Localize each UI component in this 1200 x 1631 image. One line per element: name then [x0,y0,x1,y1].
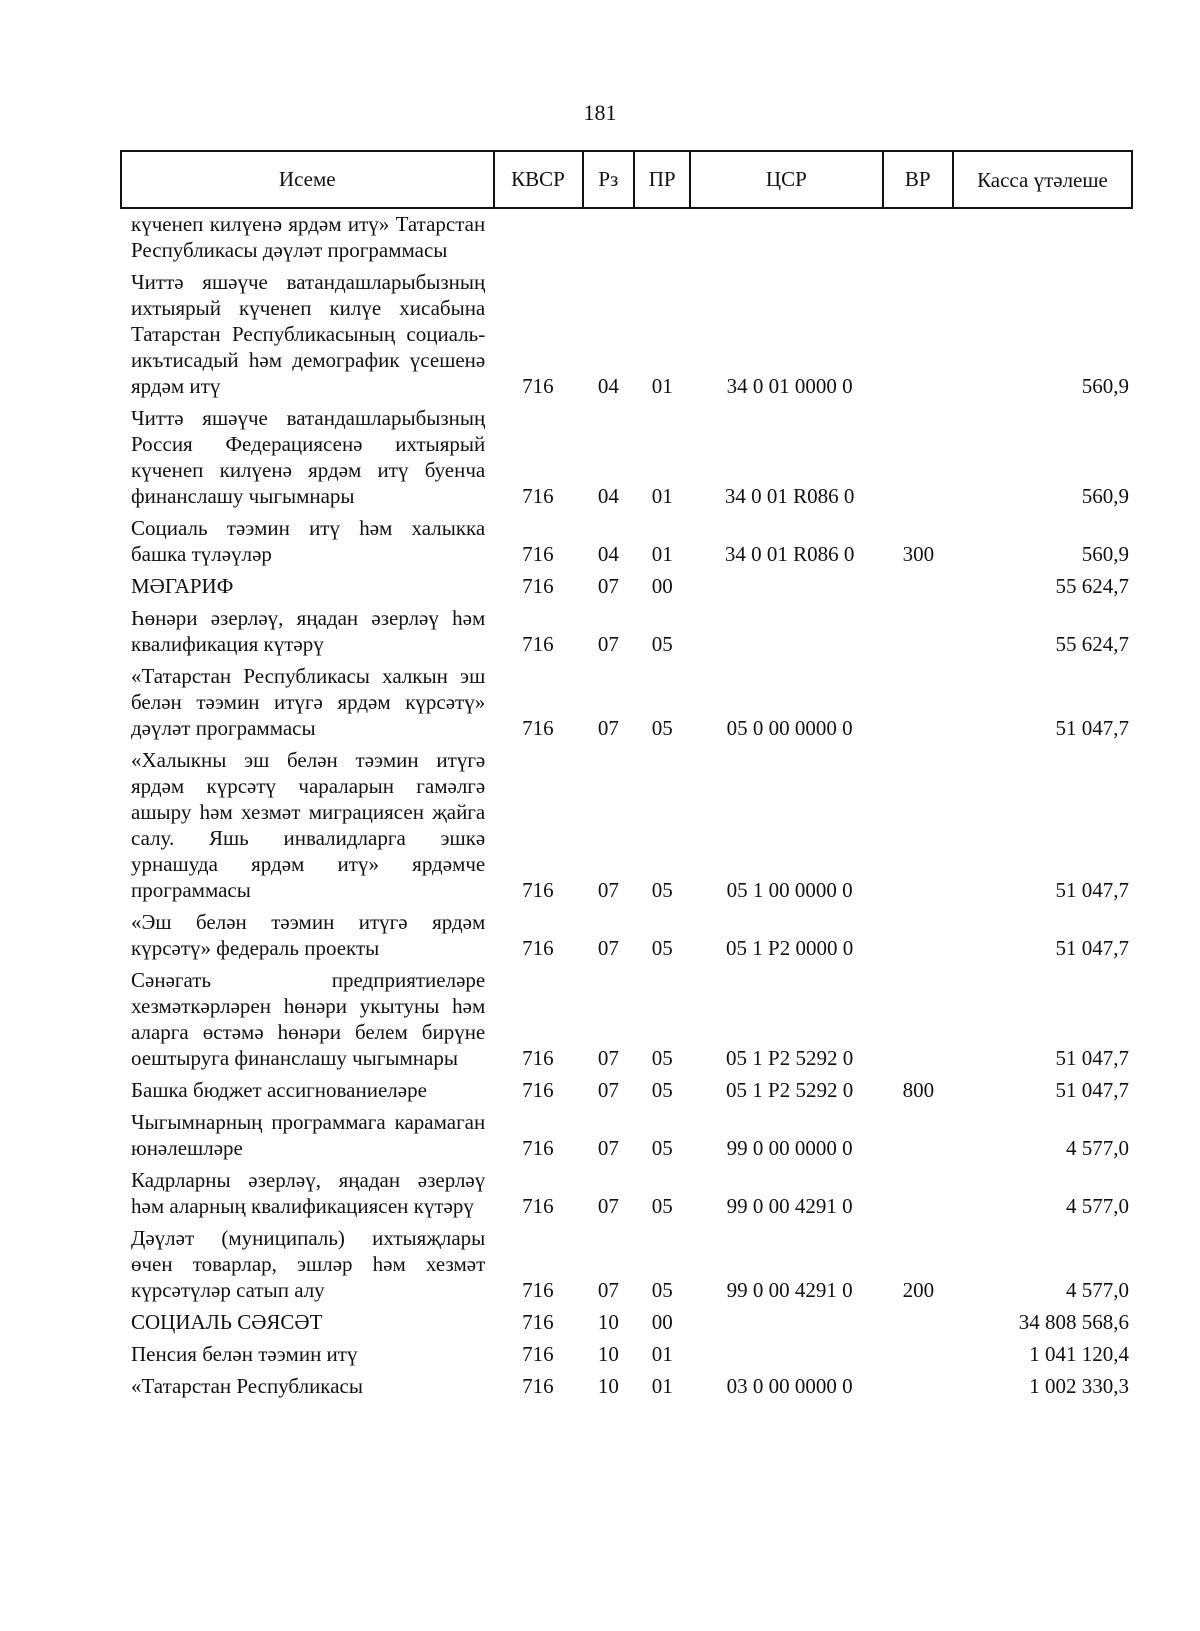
row-rz: 10 [597,1374,619,1398]
table-row [120,1106,1133,1164]
row-kvsr: 716 [522,574,554,598]
row-vr [883,570,954,602]
header-sum: Касса үтәлеше [953,151,1132,208]
row-kvsr: 716 [522,716,554,740]
header-vr: ВР [883,151,953,208]
row-sum: 4 577,0 [1066,1194,1129,1218]
table-row [120,1074,1133,1106]
row-vr [883,602,954,660]
row-csr: 99 0 00 0000 0 [726,1136,853,1160]
header-name: Исеме [121,151,494,208]
row-kvsr [493,208,582,266]
table-row [120,1370,1133,1402]
row-rz [582,208,634,266]
row-csr: 05 0 00 0000 0 [726,716,853,740]
row-pr: 01 [651,484,673,508]
row-sum: 51 047,7 [1055,878,1129,902]
row-kvsr: 716 [522,1374,554,1398]
row-sum: 51 047,7 [1055,936,1129,960]
table-row [120,402,1133,512]
row-csr [690,208,883,266]
table-row [120,1222,1133,1306]
row-rz: 04 [597,374,619,398]
table-row [120,602,1133,660]
row-pr: 00 [651,574,673,598]
row-name: Читтә яшәүче ватандашларыбызның ихтыярый күченеп килүе хисабына Татарстан Республикасының социаль-икътисадый һәм демографик үсешенә ярдәм итү [131,270,486,398]
row-rz: 04 [597,484,619,508]
row-name: «Татарстан Республикасы халкын эш белән тәэмин итүгә ярдәм күрсәтү» дәүләт программасы [131,664,486,740]
table-row [120,1306,1133,1338]
row-name: Социаль тәэмин итү һәм халыкка башка түләүләр [131,516,486,566]
row-kvsr: 716 [522,542,554,566]
row-name: Башка бюджет ассигнованиеләре [131,1078,427,1102]
row-pr: 00 [651,1310,673,1334]
row-pr: 05 [651,1078,673,1102]
row-csr: 34 0 01 0000 0 [726,374,853,398]
row-pr: 05 [651,1136,673,1160]
row-sum: 560,9 [1081,374,1129,398]
budget-table [120,208,1133,1402]
row-csr: 34 0 01 R086 0 [724,484,855,508]
row-name: күченеп килүенә ярдәм итү» Татарстан Республикасы дәүләт программасы [131,212,486,262]
row-rz: 07 [597,716,619,740]
row-name: СОЦИАЛЬ СӘЯСӘТ [131,1310,323,1334]
row-rz: 07 [597,1278,619,1302]
header-kvsr: КВСР [494,151,583,208]
row-kvsr: 716 [522,936,554,960]
table-row [120,1164,1133,1222]
row-kvsr: 716 [522,374,554,398]
row-kvsr: 716 [522,1310,554,1334]
row-pr: 01 [651,1374,673,1398]
row-vr: 200 [902,1278,935,1302]
row-name: Һөнәри әзерләү, яңадан әзерләү һәм квалификация күтәрү [131,606,486,656]
header-csr: ЦСР [690,151,882,208]
row-name: Читтә яшәүче ватандашларыбызның Россия Федерациясенә ихтыярый күченеп килүенә ярдәм итү буенча финанслашу чыгымнары [131,406,486,508]
row-name: Чыгымнарның программага карамаган юнәлешләре [131,1110,486,1160]
row-csr [690,602,883,660]
row-csr [690,1338,883,1370]
row-pr: 01 [651,374,673,398]
row-name: Кадрларны әзерләү, яңадан әзерләү һәм аларның квалификациясен күтәрү [131,1168,486,1218]
row-rz: 07 [597,878,619,902]
table-row [120,266,1133,402]
row-csr: 99 0 00 4291 0 [726,1278,853,1302]
table-row [120,744,1133,906]
row-vr [883,1106,954,1164]
row-sum: 560,9 [1081,542,1129,566]
row-pr: 05 [651,1046,673,1070]
row-sum: 560,9 [1081,484,1129,508]
row-vr [883,906,954,964]
row-kvsr: 716 [522,1078,554,1102]
row-kvsr: 716 [522,1046,554,1070]
row-name: Дәүләт (муниципаль) ихтыяҗлары өчен товарлар, эшләр һәм хезмәт күрсәтүләр сатып алу [131,1226,486,1302]
row-csr: 34 0 01 R086 0 [724,542,855,566]
row-vr [883,1164,954,1222]
table-row [120,570,1133,602]
row-csr: 05 1 P2 5292 0 [726,1078,854,1102]
row-vr: 300 [902,542,935,566]
row-pr: 05 [651,1278,673,1302]
row-sum: 51 047,7 [1055,1078,1129,1102]
row-rz: 07 [597,1136,619,1160]
row-kvsr: 716 [522,1194,554,1218]
row-name: «Эш белән тәэмин итүгә ярдәм күрсәтү» федераль проекты [131,910,486,960]
table-row [120,1338,1133,1370]
table-row [120,208,1133,266]
row-vr [883,1338,954,1370]
row-vr [883,744,954,906]
row-sum: 1 002 330,3 [1029,1374,1129,1398]
row-rz: 07 [597,936,619,960]
row-pr: 05 [651,878,673,902]
row-csr [690,1306,883,1338]
row-kvsr: 716 [522,1136,554,1160]
row-csr: 03 0 00 0000 0 [726,1374,853,1398]
header-pr: ПР [634,151,690,208]
row-rz: 04 [597,542,619,566]
row-vr [883,660,954,744]
row-rz: 07 [597,574,619,598]
row-rz: 10 [597,1342,619,1366]
row-vr [883,1306,954,1338]
row-csr [690,570,883,602]
row-sum: 4 577,0 [1066,1136,1129,1160]
header-rz: Рз [583,151,635,208]
row-vr [883,964,954,1074]
row-kvsr: 716 [522,484,554,508]
row-rz: 07 [597,1078,619,1102]
row-vr [883,1370,954,1402]
row-sum: 55 624,7 [1055,574,1129,598]
table-row [120,660,1133,744]
row-kvsr: 716 [522,1278,554,1302]
row-name: «Халыкны эш белән тәэмин итүгә ярдәм күрсәтү чараларын гамәлгә ашыру һәм хезмәт миграциясен җайга салу. Яшь инвалидларга эшкә урнашуда ярдәм итү» ярдәмче программасы [131,748,486,902]
table-row [120,512,1133,570]
row-name: МӘГАРИФ [131,574,234,598]
row-rz: 07 [597,1194,619,1218]
row-sum: 51 047,7 [1055,1046,1129,1070]
row-sum: 4 577,0 [1066,1278,1129,1302]
row-csr: 05 1 P2 5292 0 [726,1046,854,1070]
row-pr: 05 [651,632,673,656]
row-sum: 55 624,7 [1055,632,1129,656]
row-vr [883,266,954,402]
table-header [120,150,1133,209]
row-pr [634,208,690,266]
row-csr: 99 0 00 4291 0 [726,1194,853,1218]
row-vr [883,402,954,512]
row-csr: 05 1 00 0000 0 [726,878,853,902]
row-sum [954,208,1133,266]
row-sum: 51 047,7 [1055,716,1129,740]
row-kvsr: 716 [522,632,554,656]
row-pr: 05 [651,1194,673,1218]
row-vr: 800 [902,1078,935,1102]
row-vr [883,208,954,266]
table-row [120,906,1133,964]
row-name: Сәнәгать предприятиеләре хезмәткәрләрен һөнәри укытуны һәм аларга өстәмә һөнәри белем бирүне оештыруга финанслашу чыгымнары [131,968,486,1070]
row-rz: 07 [597,632,619,656]
row-kvsr: 716 [522,878,554,902]
row-kvsr: 716 [522,1342,554,1366]
table-row [120,964,1133,1074]
row-sum: 34 808 568,6 [1018,1310,1129,1334]
row-pr: 01 [651,1342,673,1366]
row-pr: 01 [651,542,673,566]
row-pr: 05 [651,936,673,960]
row-name: «Татарстан Республикасы [131,1374,363,1398]
row-sum: 1 041 120,4 [1029,1342,1129,1366]
row-rz: 10 [597,1310,619,1334]
row-csr: 05 1 P2 0000 0 [726,936,854,960]
row-pr: 05 [651,716,673,740]
page-number: 181 [583,100,617,125]
row-rz: 07 [597,1046,619,1070]
row-name: Пенсия белән тәэмин итү [131,1342,358,1366]
